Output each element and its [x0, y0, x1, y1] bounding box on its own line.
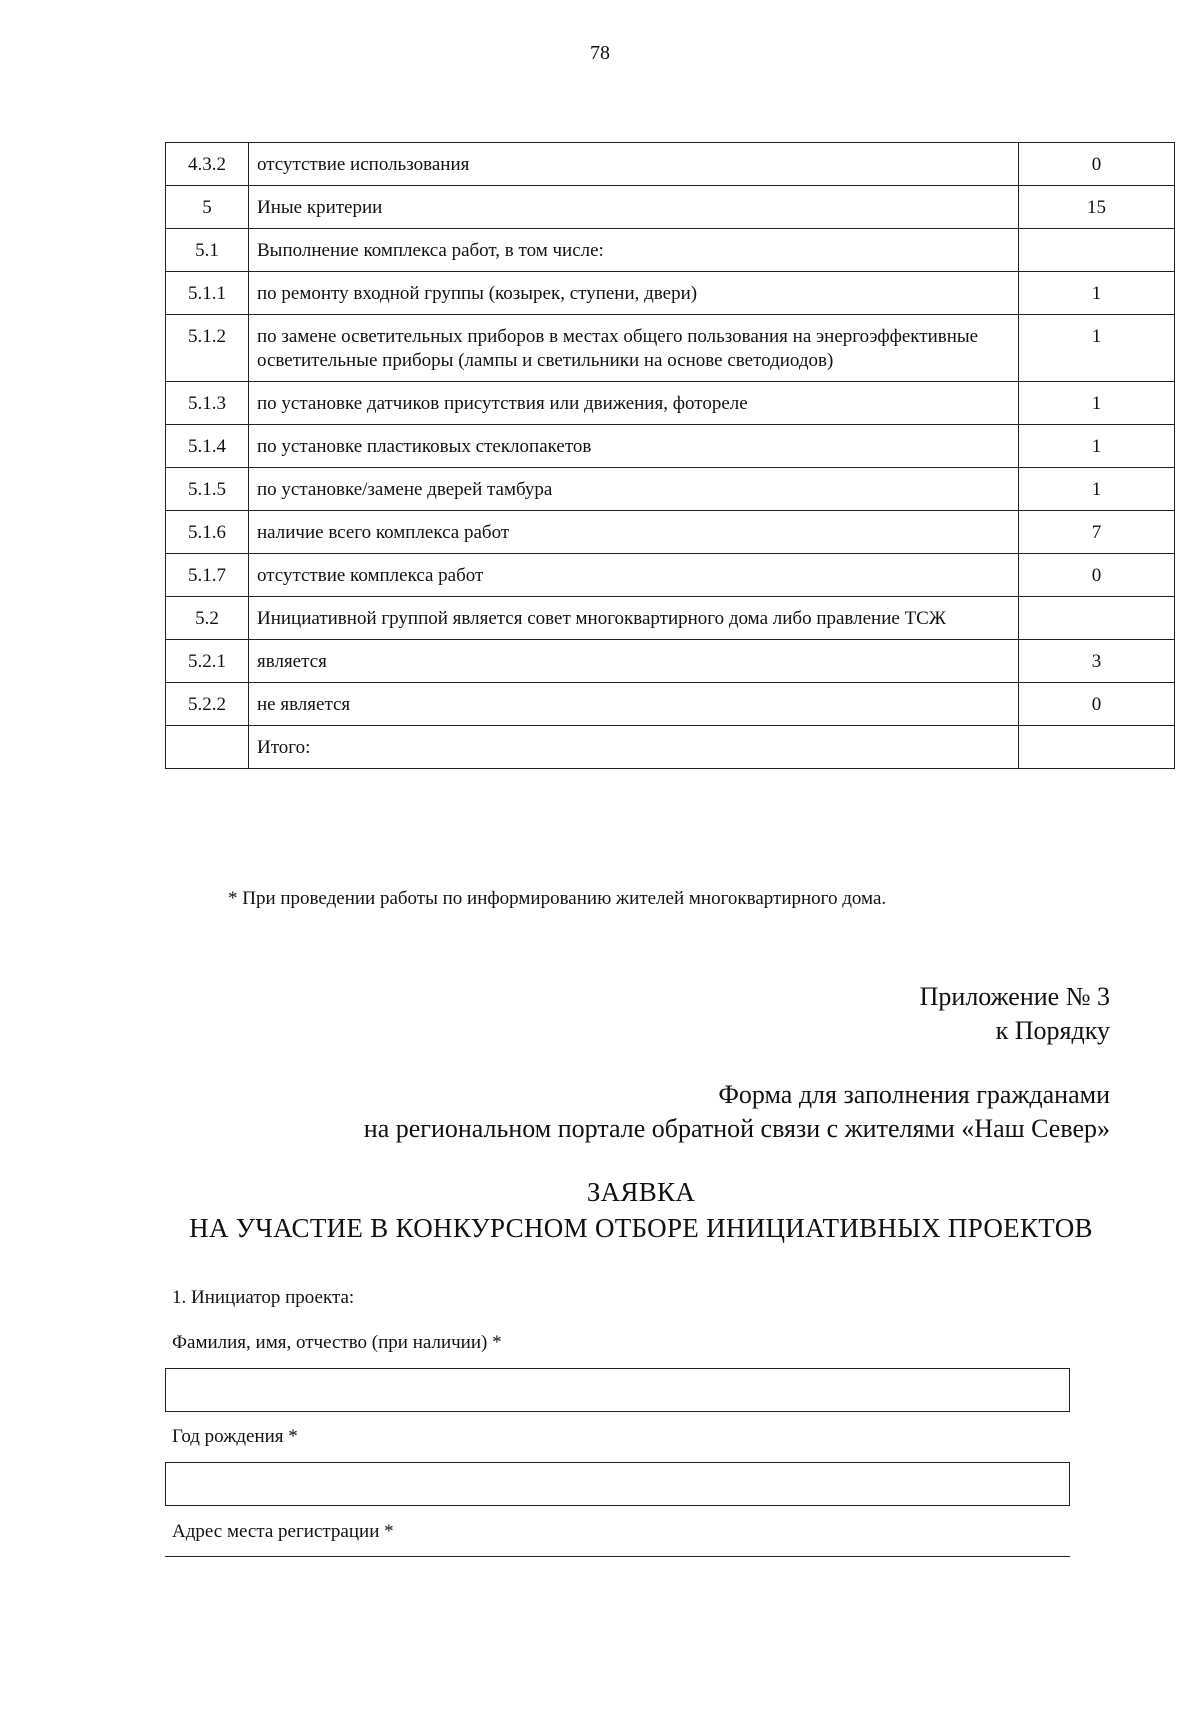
row-criterion-cell: Выполнение комплекса работ, в том числе:: [249, 229, 1019, 272]
section-initiator-label: 1. Инициатор проекта:: [172, 1287, 355, 1308]
document-title: ЗАЯВКА: [586, 1177, 696, 1207]
footnote: * При проведении работы по информированию жителей многоквартирного дома.: [228, 888, 887, 909]
table-row: [166, 272, 1175, 315]
row-points-cell: [1019, 229, 1175, 272]
row-criterion-cell: отсутствие использования: [249, 143, 1019, 186]
page-number: 78: [590, 42, 610, 64]
row-criterion-cell: является: [249, 640, 1019, 683]
table-row: [166, 315, 1175, 382]
table-row: [166, 597, 1175, 640]
row-points-cell: 7: [1019, 511, 1175, 554]
address-input-line[interactable]: [165, 1556, 1070, 1557]
row-points-cell: 1: [1019, 425, 1175, 468]
row-number-cell: 5.2.1: [166, 640, 249, 683]
table-row: [166, 683, 1175, 726]
row-points-cell: [1019, 726, 1175, 769]
row-number-cell: 5.1.6: [166, 511, 249, 554]
row-number-cell: 5.1.2: [166, 315, 249, 382]
row-criterion-cell: по установке пластиковых стеклопакетов: [249, 425, 1019, 468]
table-row: [166, 468, 1175, 511]
row-criterion-cell: отсутствие комплекса работ: [249, 554, 1019, 597]
document-subtitle: НА УЧАСТИЕ В КОНКУРСНОМ ОТБОРЕ ИНИЦИАТИВНЫХ ПРОЕКТОВ: [189, 1213, 1093, 1243]
row-points-cell: 0: [1019, 554, 1175, 597]
row-number-cell: 4.3.2: [166, 143, 249, 186]
table-row: [166, 186, 1175, 229]
row-points-cell: 15: [1019, 186, 1175, 229]
criteria-table: [165, 142, 1175, 769]
row-points-cell: [1019, 597, 1175, 640]
table-row: [166, 554, 1175, 597]
row-criterion-cell: Инициативной группой является совет многоквартирного дома либо правление ТСЖ: [249, 597, 1019, 640]
row-criterion-cell: наличие всего комплекса работ: [249, 511, 1019, 554]
row-criterion-cell: Итого:: [249, 726, 1019, 769]
appendix-number: Приложение № 3: [919, 982, 1110, 1011]
table-row: [166, 640, 1175, 683]
table-row: [166, 143, 1175, 186]
appendix-reference: к Порядку: [995, 1016, 1110, 1045]
appendix-heading: [920, 980, 1110, 1048]
row-number-cell: 5.1.7: [166, 554, 249, 597]
table-row: [166, 726, 1175, 769]
birth-year-input[interactable]: [165, 1462, 1070, 1506]
row-points-cell: 1: [1019, 382, 1175, 425]
table-row: [166, 382, 1175, 425]
row-number-cell: 5.2: [166, 597, 249, 640]
birth-year-label: Год рождения *: [172, 1426, 298, 1447]
table-row: [166, 229, 1175, 272]
row-number-cell: 5: [166, 186, 249, 229]
row-points-cell: 0: [1019, 143, 1175, 186]
row-number-cell: [166, 726, 249, 769]
row-number-cell: 5.1.3: [166, 382, 249, 425]
table-row: [166, 511, 1175, 554]
row-number-cell: 5.1.4: [166, 425, 249, 468]
form-description-line-1: Форма для заполнения гражданами: [718, 1080, 1110, 1109]
row-criterion-cell: не является: [249, 683, 1019, 726]
row-points-cell: 1: [1019, 272, 1175, 315]
form-description-line-2: на региональном портале обратной связи с жителями «Наш Север»: [363, 1114, 1110, 1143]
form-description: [364, 1078, 1110, 1146]
row-criterion-cell: по замене осветительных приборов в местах общего пользования на энергоэффективные осветительные приборы (лампы и светильники на основе светодиодов): [249, 315, 1019, 382]
fio-input[interactable]: [165, 1368, 1070, 1412]
row-number-cell: 5.1: [166, 229, 249, 272]
row-points-cell: 0: [1019, 683, 1175, 726]
fio-label: Фамилия, имя, отчество (при наличии) *: [172, 1332, 502, 1353]
row-number-cell: 5.1.5: [166, 468, 249, 511]
row-number-cell: 5.2.2: [166, 683, 249, 726]
row-number-cell: 5.1.1: [166, 272, 249, 315]
row-criterion-cell: Иные критерии: [249, 186, 1019, 229]
row-points-cell: 3: [1019, 640, 1175, 683]
row-points-cell: 1: [1019, 315, 1175, 382]
row-criterion-cell: по ремонту входной группы (козырек, ступени, двери): [249, 272, 1019, 315]
table-row: [166, 425, 1175, 468]
row-criterion-cell: по установке/замене дверей тамбура: [249, 468, 1019, 511]
row-criterion-cell: по установке датчиков присутствия или движения, фотореле: [249, 382, 1019, 425]
row-points-cell: 1: [1019, 468, 1175, 511]
criteria-table-body: [166, 143, 1175, 769]
address-label: Адрес места регистрации *: [172, 1521, 394, 1542]
